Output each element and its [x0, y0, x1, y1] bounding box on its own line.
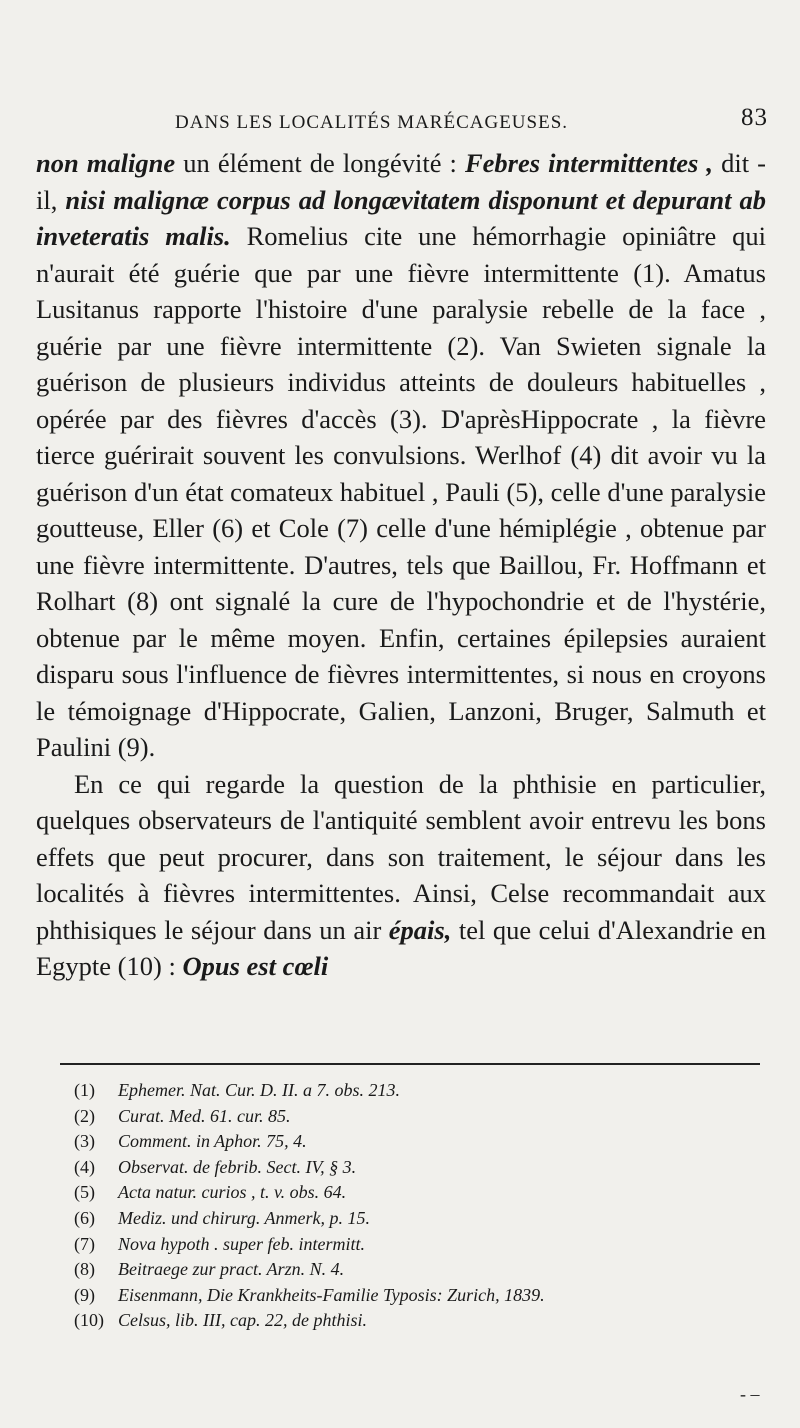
footnote-text: Nova hypoth . super feb. intermitt. — [118, 1233, 365, 1254]
page-header — [40, 100, 768, 140]
footnote-text: Mediz. und chirurg. Anmerk, p. 15. — [118, 1207, 370, 1228]
italic-phrase: non maligne — [36, 148, 176, 178]
running-title: DANS LES LOCALITÉS MARÉCAGEUSES. — [175, 112, 569, 133]
text-run: tel que celui d'Alexandrie en Egypte (10) : — [36, 914, 766, 981]
footnote — [74, 1129, 764, 1155]
text-run: dit - il, — [36, 148, 766, 215]
footnotes-list — [74, 1078, 764, 1334]
footnote — [74, 1232, 764, 1258]
footnote — [74, 1283, 764, 1309]
footnote — [74, 1308, 764, 1334]
italic-phrase: épais, — [388, 914, 452, 945]
text-run: un élément de longévité : — [175, 148, 465, 178]
footnote-number: (10) — [74, 1310, 104, 1331]
footnote-number: (4) — [74, 1156, 95, 1177]
footnote-number: (9) — [74, 1284, 95, 1305]
footnote-number: (2) — [74, 1105, 95, 1126]
footnote-number: (1) — [74, 1080, 95, 1100]
footnote-text: Comment. in Aphor. 75, 4. — [118, 1131, 307, 1152]
footnote-text: Acta natur. curios , t. v. obs. 64. — [118, 1182, 347, 1203]
footnote — [74, 1206, 764, 1232]
footnote — [74, 1180, 764, 1206]
footnote-number: (5) — [74, 1182, 95, 1203]
footnote-number: (6) — [74, 1207, 95, 1228]
paragraph-2 — [36, 766, 766, 985]
text-run: Romelius cite une hémorrhagie opiniâtre qui n'aurait été guérie que par une fièvre intermittente (1). Amatus Lusitanus rapporte l'histoire d'une paralysie rebelle de la face , guérie par une fièvre intermittente (2). Van Swieten signale la guérison de plusieurs individus atteints de douleurs habituelles , opérée par des fièvres d'accès (3). D'aprèsHippocrate , la fièvre tierce guérirait souvent les convulsions. Werlhof (4) dit avoir vu la guérison d'un état comateux habituel , Pauli (5), celle d'une paralysie goutteuse, Eller (6) et Cole (7) celle d'une hémiplégie , obtenue par une fièvre intermittente. D'autres, tels que Baillou, Fr. Hoffmann et Rolhart (8) ont signalé la cure de l'hypochondrie et de l'hystérie, obtenue par le même moyen. Enfin, certaines épilepsies auraient disparu sous l'influence de fièvres intermittentes, si nous en croyons le témoignage d'Hippocrate, Galien, Lanzoni, Bruger, Salmuth et Paulini (9). — [36, 221, 767, 762]
footnote-number: (8) — [74, 1259, 95, 1280]
footnote-text: Ephemer. Nat. Cur. D. II. a 7. obs. 213. — [118, 1080, 400, 1100]
footnote-text: Eisenmann, Die Krankheits-Familie Typosis: Zurich, 1839. — [118, 1284, 545, 1305]
footnote — [74, 1257, 764, 1283]
footnote — [74, 1104, 764, 1130]
latin-quote: nisi malignæ corpus ad longævitatem disponunt et depurant ab inveteratis malis. — [36, 184, 766, 251]
footnote-divider — [60, 1063, 760, 1065]
footnote-text: Beitraege zur pract. Arzn. N. 4. — [118, 1259, 345, 1280]
body-text — [36, 145, 766, 985]
page-number: 83 — [741, 104, 768, 131]
footnote — [74, 1155, 764, 1181]
footnote-text: Celsus, lib. III, cap. 22, de phthisi. — [118, 1310, 367, 1331]
footnote-number: (7) — [74, 1233, 95, 1254]
italic-phrase: Febres intermittentes , — [465, 148, 714, 178]
footnote — [74, 1078, 764, 1104]
paragraph-1 — [36, 145, 766, 766]
footnote-text: Observat. de febrib. Sect. IV, § 3. — [118, 1156, 357, 1177]
text-run: En ce qui regarde la question de la phthisie en particulier, quelques observateurs de l'antiquité semblent avoir entrevu les bons effets que peut procurer, dans son traitement, le séjour dans les localités à fièvres intermittentes. Ainsi, Celse recommandait aux phthisiques le séjour dans un air — [36, 768, 766, 945]
page-mark: - – — [740, 1384, 760, 1404]
footnote-text: Curat. Med. 61. cur. 85. — [118, 1105, 291, 1126]
latin-quote: Opus est cœli — [182, 951, 329, 981]
footnote-number: (3) — [74, 1131, 95, 1152]
